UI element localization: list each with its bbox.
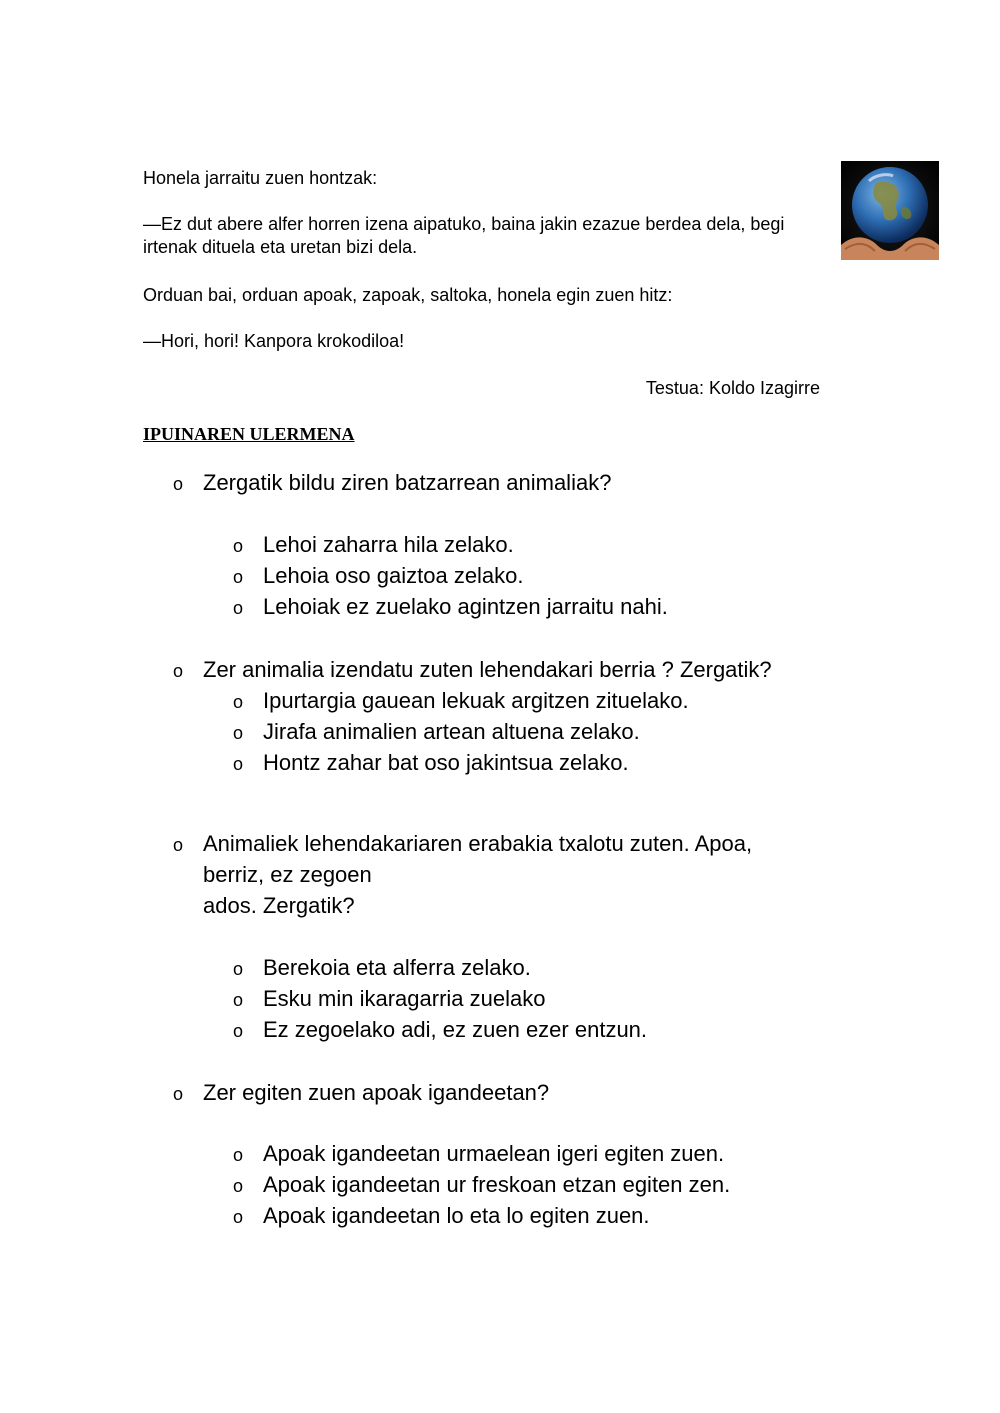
question-bullet: o — [173, 1084, 184, 1104]
question-bullet: o — [173, 835, 184, 855]
text-credit: Testua: Koldo Izagirre — [645, 378, 820, 398]
option-3-1[interactable]: o Berekoia eta alferra zelako. — [233, 955, 531, 980]
option-4-2[interactable]: o Apoak igandeetan ur freskoan etzan egiten zen. — [233, 1172, 731, 1197]
story-paragraph-1: Honela jarraitu zuen hontzak: — [143, 168, 378, 188]
story-paragraph-3: Orduan bai, orduan apoak, zapoak, saltoka, honela egin zuen hitz: — [143, 285, 673, 305]
option-1-3[interactable]: o Lehoiak ez zuelako agintzen jarraitu nahi. — [233, 594, 668, 619]
option-1-1[interactable]: o Lehoi zaharra hila zelako. — [233, 532, 514, 557]
globe-in-hands-icon — [841, 161, 939, 260]
question-3-line-2: berriz, ez zegoen — [203, 862, 372, 887]
question-4: Zer egiten zuen apoak igandeetan? — [203, 1080, 550, 1105]
question-1: Zergatik bildu ziren batzarrean animaliak? — [203, 470, 612, 495]
option-2-3[interactable]: o Hontz zahar bat oso jakintsua zelako. — [233, 750, 629, 775]
question-3 — [203, 828, 823, 921]
question-2: Zer animalia izendatu zuten lehendakari berria ? Zergatik? — [203, 657, 772, 682]
section-title: IPUINAREN ULERMENA — [143, 424, 355, 444]
question-bullet: o — [173, 474, 184, 494]
story-paragraph-4: —Hori, hori! Kanpora krokodiloa! — [143, 331, 405, 351]
option-3-2[interactable]: o Esku min ikaragarria zuelako — [233, 986, 546, 1011]
option-4-3[interactable]: o Apoak igandeetan lo eta lo egiten zuen. — [233, 1203, 650, 1228]
option-2-1[interactable]: o Ipurtargia gauean lekuak argitzen zituelako. — [233, 688, 689, 713]
option-2-2[interactable]: o Jirafa animalien artean altuena zelako. — [233, 719, 640, 744]
question-3-line-3: ados. Zergatik? — [203, 893, 355, 918]
option-3-3[interactable]: o Ez zegoelako adi, ez zuen ezer entzun. — [233, 1017, 648, 1042]
option-1-2[interactable]: o Lehoia oso gaiztoa zelako. — [233, 563, 524, 588]
story-paragraph-2: —Ez dut abere alfer horren izena aipatuko, baina jakin ezazue berdea dela, begi irtenak dituela eta uretan bizi dela. — [143, 214, 785, 257]
option-4-1[interactable]: o Apoak igandeetan urmaelean igeri egiten zuen. — [233, 1141, 725, 1166]
question-bullet: o — [173, 661, 184, 681]
question-3-line-1: Animaliek lehendakariaren erabakia txalotu zuten. Apoa, — [203, 831, 753, 856]
